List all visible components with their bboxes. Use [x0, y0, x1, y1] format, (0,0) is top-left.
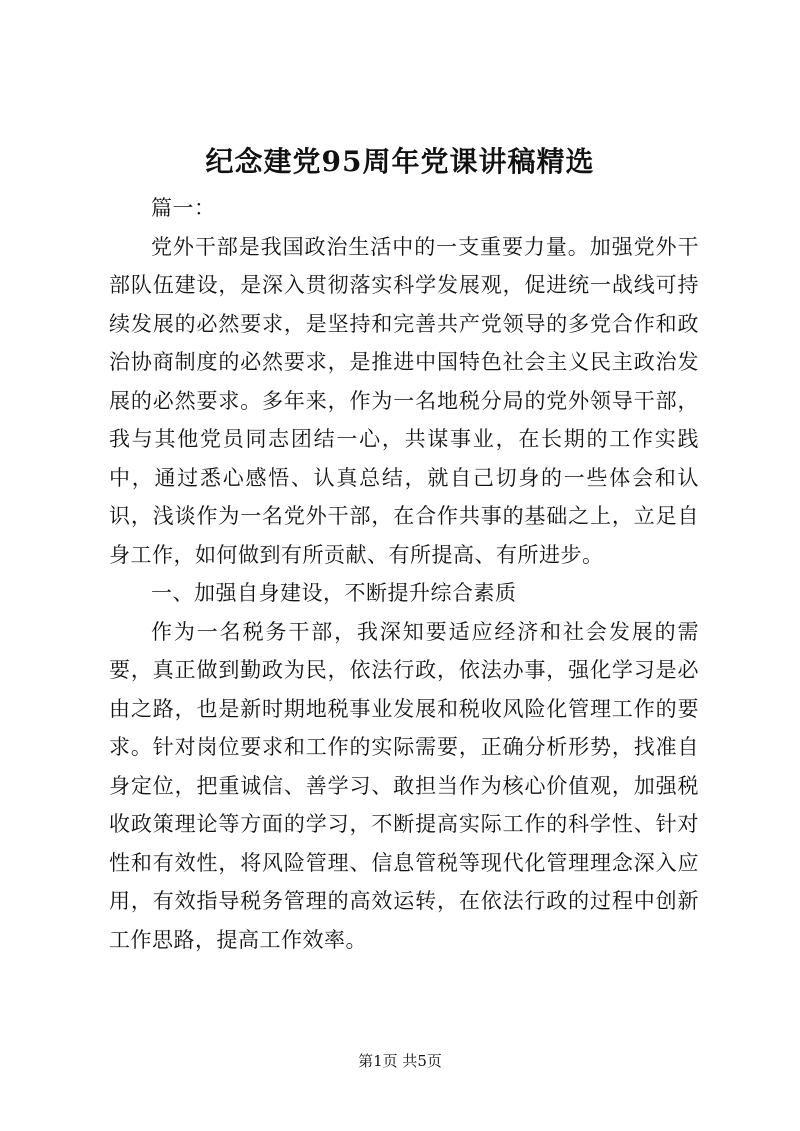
body-paragraph-self-building: 作为一名税务干部，我深知要适应经济和社会发展的需要，真正做到勤政为民，依法行政，依法办事，强化学习是必由之路，也是新时期地税事业发展和税收风险化管理工作的要求。针对岗位要求和工作的实际需要，正确分析形势，找准自身定位，把重诚信、善学习、敢担当作为核心价值观，加强税收政策理论等方面的学习，不断提高实际工作的科学性、针对性和有效性，将风险管理、信息管税等现代化管理理念深入应用，有效指导税务管理的高效运转，在依法行政的过程中创新工作思路，提高工作效率。	[109, 619, 699, 952]
section-heading: 一、加强自身建设，不断提升综合素质	[151, 581, 517, 605]
body-paragraph-intro: 党外干部是我国政治生活中的一支重要力量。加强党外干部队伍建设，是深入贯彻落实科学发展观，促进统一战线可持续发展的必然要求，是坚持和完善共产党领导的多党合作和政治协商制度的必然要求，是推进中国特色社会主义民主政治发展的必然要求。多年来，作为一名地税分局的党外领导干部，我与其他党员同志团结一心，共谋事业，在长期的工作实践中，通过悉心感悟、认真总结，就自己切身的一些体会和认识，浅谈作为一名党外干部，在合作共事的基础之上，立足自身工作，如何做到有所贡献、有所提高、有所进步。	[109, 234, 699, 567]
page-number-footer: 第1页 共5页	[358, 1052, 442, 1070]
page-title: 纪念建党95周年党课讲稿精选	[205, 145, 595, 178]
section-label: 篇一：	[151, 196, 216, 220]
document-body	[109, 189, 699, 959]
